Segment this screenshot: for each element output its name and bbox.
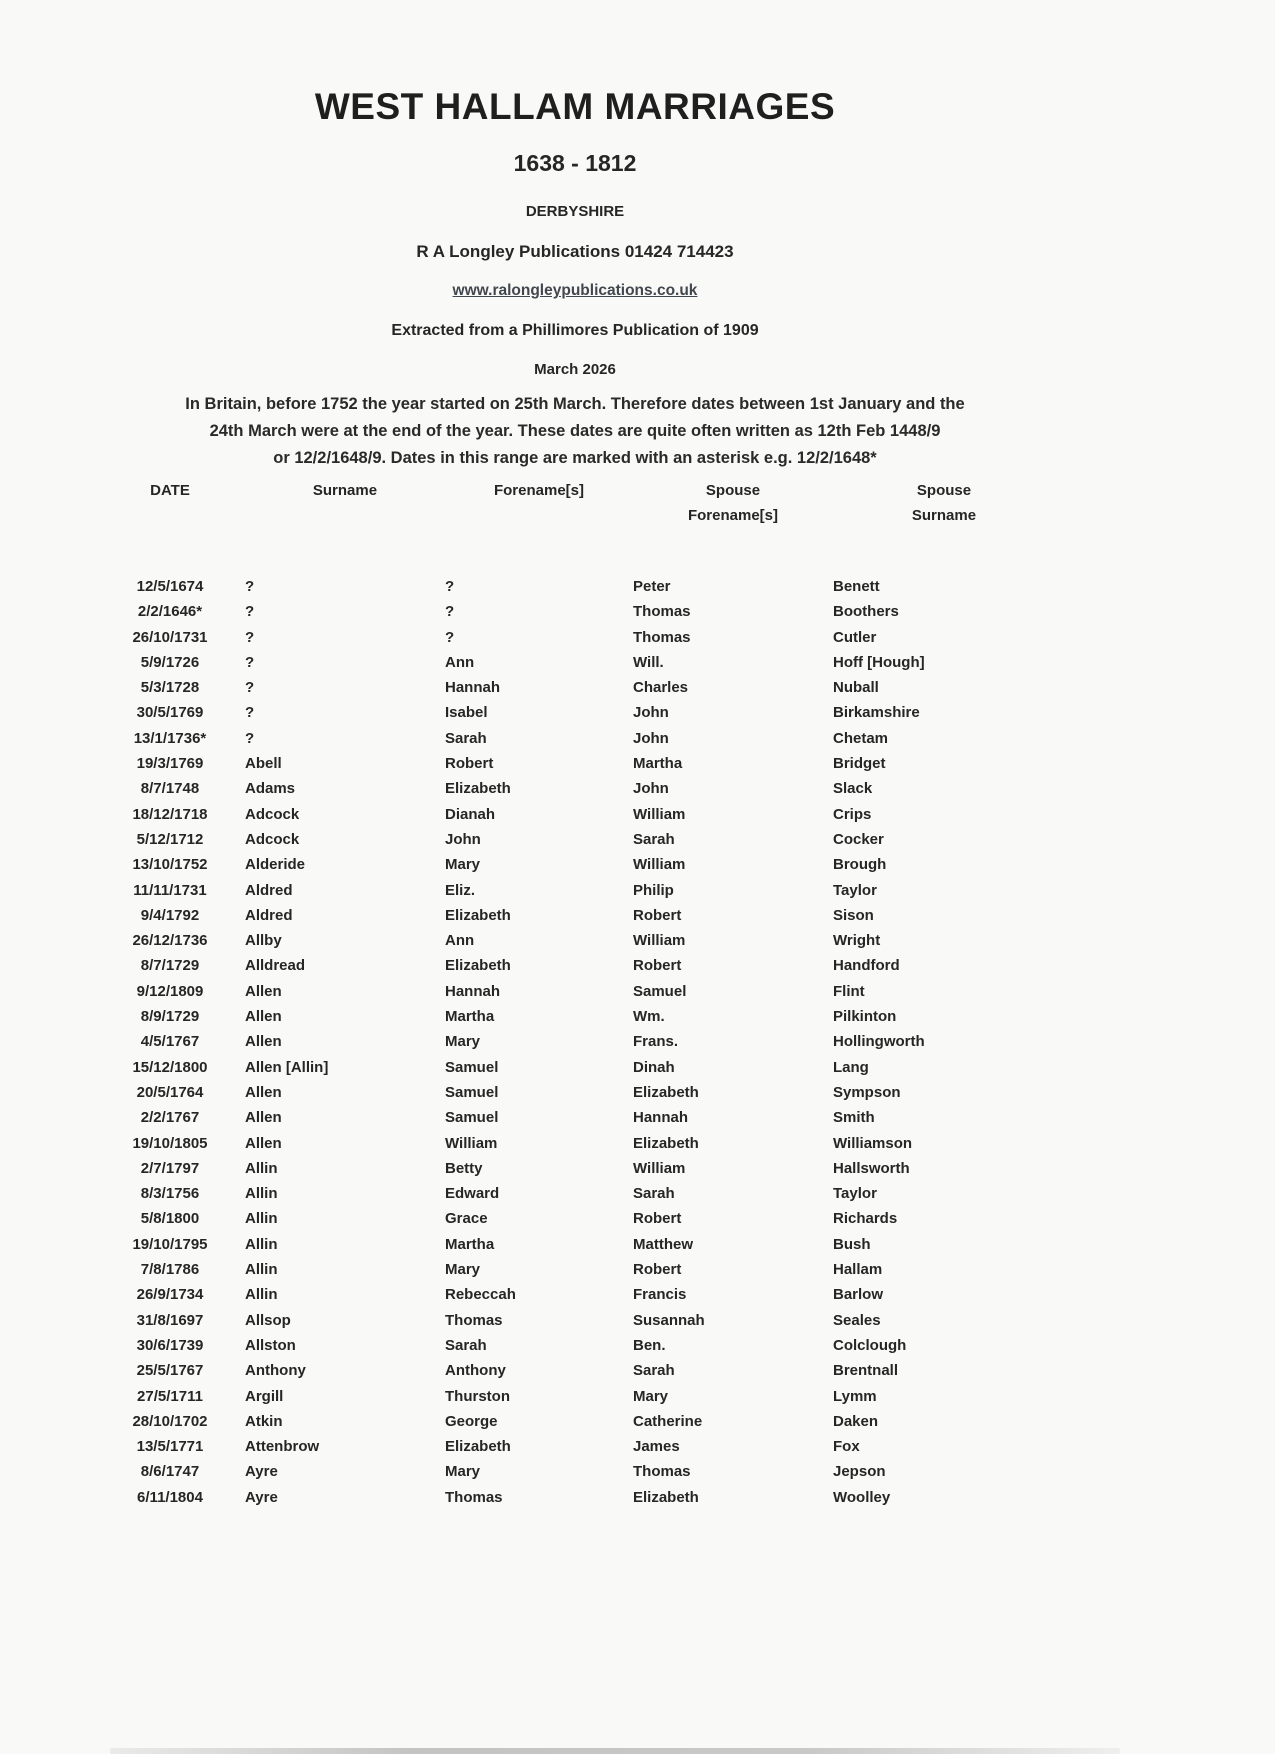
cell-date: 27/5/1711 [137, 1387, 203, 1405]
cell-spouse-forenames: Sarah [633, 1362, 675, 1380]
cell-spouse-forenames: Catherine [633, 1412, 703, 1430]
cell-date: 30/5/1769 [136, 704, 204, 722]
calendar-note [95, 391, 1055, 472]
table-row [95, 1105, 1055, 1130]
cell-surname: ? [245, 704, 255, 722]
cell-date: 4/5/1767 [140, 1033, 200, 1051]
cell-forenames: Thomas [445, 1488, 503, 1506]
cell-date: 7/8/1786 [140, 1261, 200, 1279]
cell-date: 2/2/1646* [137, 603, 203, 621]
table-row [95, 675, 1055, 700]
cell-surname: Aldred [245, 906, 293, 924]
cell-date: 26/12/1736 [132, 932, 208, 950]
cell-spouse-forenames: John [633, 780, 669, 798]
cell-spouse-forenames: Will. [633, 653, 664, 671]
cell-surname: Allsop [245, 1311, 291, 1329]
cell-spouse-surname: Birkamshire [833, 704, 920, 722]
cell-spouse-surname: Bridget [833, 755, 886, 773]
cell-forenames: Samuel [445, 1058, 499, 1076]
cell-spouse-surname: Nuball [833, 679, 879, 697]
cell-spouse-surname: Boothers [833, 603, 899, 621]
table-row [95, 953, 1055, 978]
cell-forenames: Samuel [445, 1109, 499, 1127]
table-row [95, 1181, 1055, 1206]
cell-date: 12/5/1674 [136, 578, 204, 595]
cell-surname: ? [245, 729, 255, 747]
cell-surname: Aldred [245, 881, 293, 899]
note-line-1: In Britain, before 1752 the year started on 25th March. Therefore dates between 1st January and the [185, 395, 965, 413]
cell-spouse-surname: Lang [833, 1058, 869, 1076]
cell-date: 28/10/1702 [132, 1412, 208, 1430]
cell-forenames: Martha [445, 1235, 495, 1253]
cell-date: 26/10/1731 [132, 628, 208, 646]
cell-spouse-forenames: Elizabeth [633, 1134, 699, 1152]
cell-spouse-forenames: Peter [633, 578, 671, 595]
cell-surname: Allston [245, 1336, 296, 1354]
cell-forenames: Robert [445, 755, 494, 773]
website-row [95, 282, 1055, 300]
cell-spouse-surname: Slack [833, 780, 873, 798]
cell-forenames: Thurston [445, 1387, 510, 1405]
cell-date: 19/10/1795 [132, 1235, 208, 1253]
cell-spouse-surname: Flint [833, 982, 865, 1000]
cell-forenames: George [445, 1412, 498, 1430]
table-row [95, 1131, 1055, 1156]
cell-date: 2/7/1797 [140, 1159, 200, 1177]
cell-spouse-forenames: William [633, 805, 686, 823]
cell-forenames: Sarah [445, 729, 487, 747]
table-row [95, 1333, 1055, 1358]
cell-surname: ? [245, 578, 255, 595]
cell-spouse-surname: Cocker [833, 830, 884, 848]
cell-spouse-forenames: Elizabeth [633, 1083, 699, 1101]
cell-date: 2/2/1767 [140, 1109, 200, 1127]
cell-forenames: Elizabeth [445, 906, 511, 924]
cell-surname: Allen [245, 1109, 282, 1127]
cell-spouse-surname: Hollingworth [833, 1033, 925, 1051]
cell-surname: Allen [245, 982, 282, 1000]
cell-spouse-forenames: Francis [633, 1286, 687, 1304]
cell-spouse-forenames: Robert [633, 1261, 682, 1279]
cell-spouse-forenames: William [633, 932, 686, 950]
cell-forenames: Anthony [445, 1362, 506, 1380]
cell-forenames: Eliz. [445, 881, 476, 899]
table-row [95, 802, 1055, 827]
cell-surname: Allin [245, 1286, 278, 1304]
cell-spouse-surname: Williamson [833, 1134, 913, 1152]
cell-spouse-surname: Barlow [833, 1286, 884, 1304]
cell-forenames: Betty [445, 1159, 483, 1177]
marriage-table-body [95, 574, 1055, 1510]
table-row [95, 1004, 1055, 1029]
publisher-line: R A Longley Publications 01424 714423 [416, 242, 734, 261]
cell-spouse-forenames: William [633, 1159, 686, 1177]
cell-spouse-forenames: Sarah [633, 1185, 675, 1203]
cell-date: 26/9/1734 [136, 1286, 204, 1304]
cell-spouse-surname: Sison [833, 906, 874, 924]
cell-surname: Ayre [245, 1463, 278, 1481]
cell-forenames: Mary [445, 856, 481, 874]
cell-spouse-forenames: James [633, 1438, 680, 1456]
table-row [95, 928, 1055, 953]
table-row [95, 1080, 1055, 1105]
cell-spouse-forenames: John [633, 729, 669, 747]
cell-date: 15/12/1800 [132, 1058, 208, 1076]
cell-forenames: ? [445, 603, 455, 621]
cell-spouse-surname: Jepson [833, 1463, 886, 1481]
cell-spouse-forenames: Thomas [633, 628, 691, 646]
cell-surname: Ayre [245, 1488, 278, 1506]
cell-surname: ? [245, 603, 255, 621]
cell-spouse-surname: Richards [833, 1210, 898, 1228]
cell-spouse-forenames: Thomas [633, 603, 691, 621]
cell-date: 6/11/1804 [137, 1488, 203, 1506]
cell-spouse-forenames: William [633, 856, 686, 874]
cell-spouse-forenames: Ben. [633, 1336, 666, 1354]
cell-date: 19/10/1805 [132, 1134, 208, 1152]
cell-forenames: Isabel [445, 704, 488, 722]
cell-spouse-surname: Hallam [833, 1261, 883, 1279]
cell-date: 11/11/1731 [133, 881, 207, 899]
cell-date: 5/9/1726 [140, 653, 200, 671]
cell-surname: ? [245, 653, 255, 671]
cell-surname: Allen [Allin] [245, 1058, 329, 1076]
cell-spouse-surname: Brough [833, 856, 887, 874]
cell-date: 8/9/1729 [140, 1008, 200, 1026]
cell-forenames: Rebeccah [445, 1286, 516, 1304]
cell-spouse-surname: Hoff [Hough] [833, 653, 925, 671]
table-row [95, 852, 1055, 877]
table-row [95, 650, 1055, 675]
cell-spouse-surname: Crips [833, 805, 872, 823]
cell-forenames: Hannah [445, 982, 501, 1000]
cell-spouse-forenames: Susannah [633, 1311, 705, 1329]
cell-spouse-forenames: Dinah [633, 1058, 675, 1076]
cell-spouse-surname: Taylor [833, 1185, 877, 1203]
cell-surname: Alldread [245, 957, 306, 975]
cell-surname: Allin [245, 1235, 278, 1253]
cell-spouse-forenames: Robert [633, 906, 682, 924]
year-range: 1638 - 1812 [513, 150, 637, 176]
cell-forenames: Ann [445, 653, 475, 671]
header-spouse-forenames-line2: Forename[s] [687, 507, 779, 524]
cell-date: 9/4/1792 [140, 906, 200, 924]
cell-spouse-forenames: Matthew [633, 1235, 693, 1253]
table-row [95, 625, 1055, 650]
cell-spouse-surname: Seales [833, 1311, 881, 1329]
cell-spouse-forenames: Samuel [633, 982, 687, 1000]
cell-forenames: ? [445, 578, 455, 595]
cell-surname: Abell [245, 755, 282, 773]
publication-date: March 2026 [534, 361, 616, 378]
marriage-table [95, 478, 1055, 1510]
cell-spouse-forenames: Wm. [633, 1008, 665, 1026]
cell-spouse-surname: Taylor [833, 881, 877, 899]
page-title: WEST HALLAM MARRIAGES [314, 86, 836, 127]
cell-spouse-surname: Daken [833, 1412, 879, 1430]
cell-spouse-surname: Fox [833, 1438, 860, 1456]
cell-spouse-forenames: Martha [633, 755, 683, 773]
cell-spouse-surname: Sympson [833, 1083, 901, 1101]
cell-spouse-surname: Lymm [833, 1387, 877, 1405]
cell-spouse-surname: Handford [833, 957, 900, 975]
cell-date: 18/12/1718 [132, 805, 208, 823]
header-spouse-forenames [633, 478, 833, 528]
note-line-3: or 12/2/1648/9. Dates in this range are marked with an asterisk e.g. 12/2/1648* [273, 449, 877, 467]
table-row [95, 574, 1055, 599]
header-spouse-surname-line1: Spouse [916, 482, 972, 499]
cell-spouse-surname: Brentnall [833, 1362, 899, 1380]
cell-surname: Adams [245, 780, 296, 798]
table-row [95, 1055, 1055, 1080]
header-surname: Surname [312, 482, 378, 499]
cell-forenames: Mary [445, 1033, 481, 1051]
table-row [95, 979, 1055, 1004]
cell-forenames: Mary [445, 1261, 481, 1279]
header-forenames: Forename[s] [493, 482, 585, 499]
cell-surname: Allin [245, 1185, 278, 1203]
cell-date: 19/3/1769 [136, 755, 204, 773]
county-label: DERBYSHIRE [525, 203, 625, 220]
table-row [95, 726, 1055, 751]
cell-forenames: William [445, 1134, 498, 1152]
cell-surname: Adcock [245, 805, 300, 823]
table-row [95, 1358, 1055, 1383]
cell-date: 20/5/1764 [136, 1083, 204, 1101]
table-row [95, 1282, 1055, 1307]
cell-forenames: Mary [445, 1463, 481, 1481]
table-row [95, 599, 1055, 624]
header-spouse-surname-line2: Surname [911, 507, 977, 524]
cell-spouse-forenames: Philip [633, 881, 674, 899]
cell-surname: Allby [245, 932, 282, 950]
cell-spouse-surname: Pilkinton [833, 1008, 897, 1026]
table-row [95, 1434, 1055, 1459]
cell-date: 9/12/1809 [136, 982, 204, 1000]
cell-forenames: Hannah [445, 679, 501, 697]
cell-spouse-surname: Woolley [833, 1488, 891, 1506]
table-row [95, 1308, 1055, 1333]
source-line: Extracted from a Phillimores Publication of 1909 [391, 322, 759, 339]
cell-spouse-surname: Wright [833, 932, 881, 950]
table-row [95, 700, 1055, 725]
table-row [95, 1029, 1055, 1054]
cell-date: 5/8/1800 [140, 1210, 200, 1228]
cell-spouse-forenames: Elizabeth [633, 1488, 699, 1506]
cell-surname: Adcock [245, 830, 300, 848]
website-link[interactable]: www.ralongleypublications.co.uk [452, 282, 698, 299]
cell-forenames: ? [445, 628, 455, 646]
table-row [95, 1206, 1055, 1231]
cell-surname: ? [245, 628, 255, 646]
cell-surname: Allen [245, 1134, 282, 1152]
cell-spouse-surname: Smith [833, 1109, 875, 1127]
cell-spouse-forenames: Hannah [633, 1109, 689, 1127]
table-row [95, 878, 1055, 903]
cell-spouse-forenames: John [633, 704, 669, 722]
cell-surname: Argill [245, 1387, 284, 1405]
table-row [95, 1485, 1055, 1510]
cell-forenames: Ann [445, 932, 475, 950]
header-spouse-forenames-line1: Spouse [705, 482, 761, 499]
cell-spouse-surname: Bush [833, 1235, 871, 1253]
cell-surname: ? [245, 679, 255, 697]
cell-date: 5/3/1728 [140, 679, 200, 697]
cell-date: 5/12/1712 [136, 830, 204, 848]
table-row [95, 1409, 1055, 1434]
cell-surname: Allen [245, 1083, 282, 1101]
cell-date: 30/6/1739 [136, 1336, 204, 1354]
cell-date: 8/6/1747 [140, 1463, 200, 1481]
cell-spouse-forenames: Frans. [633, 1033, 679, 1051]
table-header-row [95, 478, 1055, 528]
note-line-2: 24th March were at the end of the year. These dates are quite often written as 12th Feb 1448/9 [209, 422, 941, 440]
cell-spouse-forenames: Thomas [633, 1463, 691, 1481]
cell-surname: Allin [245, 1261, 278, 1279]
cell-date: 8/3/1756 [140, 1185, 200, 1203]
cell-surname: Atkin [245, 1412, 283, 1430]
header-spouse-surname [833, 478, 1055, 528]
table-row [95, 1232, 1055, 1257]
cell-surname: Allen [245, 1008, 282, 1026]
table-row [95, 1459, 1055, 1484]
scan-edge-artifact [110, 1748, 1120, 1754]
cell-forenames: Elizabeth [445, 957, 511, 975]
cell-forenames: Martha [445, 1008, 495, 1026]
cell-forenames: Elizabeth [445, 780, 511, 798]
cell-spouse-forenames: Mary [633, 1387, 669, 1405]
cell-spouse-surname: Hallsworth [833, 1159, 910, 1177]
cell-date: 13/10/1752 [132, 856, 208, 874]
cell-forenames: Edward [445, 1185, 500, 1203]
cell-surname: Anthony [245, 1362, 306, 1380]
cell-surname: Allen [245, 1033, 282, 1051]
cell-forenames: John [445, 830, 481, 848]
cell-date: 31/8/1697 [136, 1311, 204, 1329]
cell-spouse-surname: Cutler [833, 628, 877, 646]
table-row [95, 827, 1055, 852]
table-row [95, 903, 1055, 928]
cell-forenames: Sarah [445, 1336, 487, 1354]
cell-spouse-forenames: Robert [633, 1210, 682, 1228]
table-row [95, 1156, 1055, 1181]
table-row [95, 776, 1055, 801]
cell-forenames: Dianah [445, 805, 496, 823]
cell-forenames: Thomas [445, 1311, 503, 1329]
cell-surname: Alderide [245, 856, 306, 874]
cell-forenames: Samuel [445, 1083, 499, 1101]
cell-forenames: Grace [445, 1210, 488, 1228]
cell-date: 25/5/1767 [136, 1362, 204, 1380]
table-row [95, 751, 1055, 776]
cell-surname: Attenbrow [245, 1438, 320, 1456]
cell-date: 13/5/1771 [136, 1438, 204, 1456]
cell-spouse-surname: Benett [833, 578, 880, 595]
cell-forenames: Elizabeth [445, 1438, 511, 1456]
table-row [95, 1257, 1055, 1282]
cell-spouse-forenames: Sarah [633, 830, 675, 848]
cell-date: 13/1/1736* [133, 729, 207, 747]
cell-spouse-forenames: Robert [633, 957, 682, 975]
cell-spouse-surname: Colclough [833, 1336, 907, 1354]
cell-date: 8/7/1748 [140, 780, 200, 798]
document-page [95, 0, 1055, 1510]
cell-spouse-forenames: Charles [633, 679, 689, 697]
cell-spouse-surname: Chetam [833, 729, 889, 747]
cell-date: 8/7/1729 [140, 957, 200, 975]
header-date: DATE [150, 482, 190, 499]
table-row [95, 1384, 1055, 1409]
cell-surname: Allin [245, 1159, 278, 1177]
cell-surname: Allin [245, 1210, 278, 1228]
